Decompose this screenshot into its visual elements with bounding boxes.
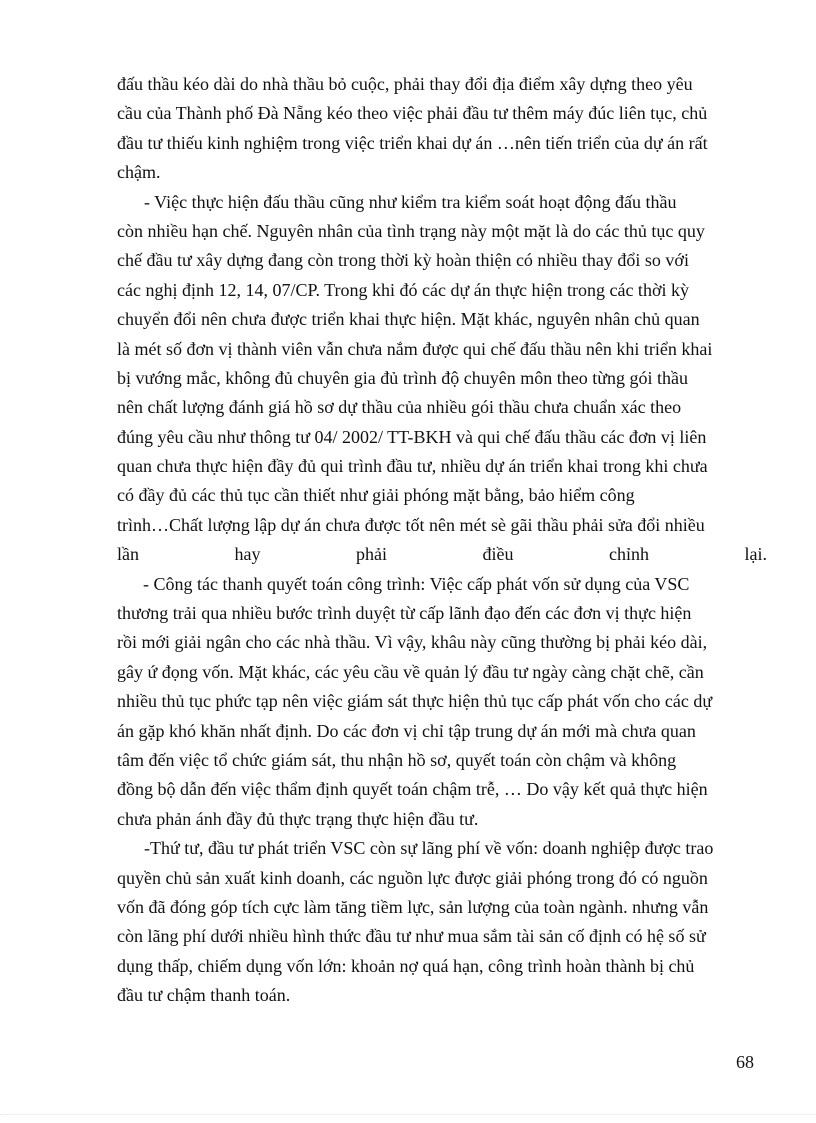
text-line: thương trải qua nhiều bước trình duyệt từ cấp lãnh đạo đến các đơn vị thực hiện xyxy=(117,603,692,624)
body-text xyxy=(117,70,767,1011)
text-line: rồi mới giải ngân cho các nhà thầu. Vì vậy, khâu này cũng thường bị phải kéo dài, xyxy=(117,632,708,653)
text-line: có đầy đủ các thủ tục cần thiết như giải phóng mặt bằng, bảo hiểm công xyxy=(117,485,635,506)
text-line: nhiều thủ tục phức tạp nên việc giám sát thực hiện thủ tục cấp phát vốn cho các dự xyxy=(117,691,713,712)
word: lại. xyxy=(744,544,767,565)
text-line: chưa phản ánh đầy đủ thực trạng thực hiện đầu tư. xyxy=(117,808,479,829)
word: chỉnh xyxy=(609,544,649,565)
text-line: còn nhiều hạn chế. Nguyên nhân của tình trạng này một mặt là do các thủ tục quy xyxy=(117,220,705,241)
page-bottom-rule xyxy=(0,1114,816,1115)
page-number: 68 xyxy=(736,1052,754,1072)
text-line: đầu tư chậm thanh toán. xyxy=(117,985,291,1006)
text-line: tâm đến việc tổ chức giám sát, thu nhận hồ sơ, quyết toán còn chậm và không xyxy=(117,749,677,770)
text-line: cầu của Thành phố Đà Nẵng kéo theo việc phải đầu tư thêm máy đúc liên tục, chủ xyxy=(117,103,708,124)
text-line: bị vướng mắc, không đủ chuyên gia đủ trình độ chuyên môn theo từng gói thầu xyxy=(117,367,688,388)
text-line: còn lãng phí dưới nhiều hình thức đầu tư như mua sắm tài sản cố định có hệ số sử xyxy=(117,926,706,947)
text-line: chế đầu tư xây dựng đang còn trong thời kỳ hoàn thiện có nhiều thay đổi so với xyxy=(117,250,689,271)
text-line: là mét số đơn vị thành viên vẫn chưa nắm được qui chế đấu thầu nên khi triển khai xyxy=(117,338,713,359)
text-line: chuyển đổi nên chưa được triển khai thực hiện. Mặt khác, nguyên nhân chủ quan xyxy=(117,309,700,330)
text-line: quan chưa thực hiện đầy đủ qui trình đầu tư, nhiều dự án triển khai trong khi chưa xyxy=(117,456,708,477)
text-line: -Thứ tư, đầu tư phát triển VSC còn sự lãng phí về vốn: doanh nghiệp được trao xyxy=(144,838,714,859)
word: phải xyxy=(356,544,387,565)
text-line: chậm. xyxy=(117,162,161,183)
text-line: đầu tư thiếu kinh nghiệm trong việc triển khai dự án …nên tiến triển của dự án rất xyxy=(117,132,708,153)
text-line: đấu thầu kéo dài do nhà thầu bỏ cuộc, phải thay đổi địa điểm xây dựng theo yêu xyxy=(117,74,693,94)
spread-text-line xyxy=(117,540,767,569)
text-line: các nghị định 12, 14, 07/CP. Trong khi đó các dự án thực hiện trong các thời kỳ xyxy=(117,279,689,300)
text-line: đúng yêu cầu như thông tư 04/ 2002/ TT-BKH và qui chế đấu thầu các đơn vị liên xyxy=(117,426,707,447)
word: lần xyxy=(117,544,139,565)
text-line: dụng thấp, chiếm dụng vốn lớn: khoản nợ quá hạn, công trình hoàn thành bị chủ xyxy=(117,955,695,976)
text-line: nên chất lượng đánh giá hồ sơ dự thầu của nhiều gói thầu chưa chuẩn xác theo xyxy=(117,397,682,418)
text-line: - Việc thực hiện đấu thầu cũng như kiểm tra kiểm soát hoạt động đấu thầu xyxy=(144,191,677,212)
text-line: - Công tác thanh quyết toán công trình: Việc cấp phát vốn sử dụng của VSC xyxy=(143,573,690,594)
text-line: án gặp khó khăn nhất định. Do các đơn vị chỉ tập trung dự án mới mà chưa quan xyxy=(117,720,696,741)
word: hay xyxy=(234,544,261,565)
text-line: trình…Chất lượng lập dự án chưa được tốt nên mét sè gãi thầu phải sửa đổi nhiều xyxy=(117,514,705,535)
text-line: gây ứ đọng vốn. Mặt khác, các yêu cầu về quản lý đầu tư ngày càng chặt chẽ, cần xyxy=(117,661,704,682)
word: điều xyxy=(482,544,514,565)
text-line: vốn đã đóng góp tích cực làm tăng tiềm lực, sản lượng của toàn ngành. nhưng vẫn xyxy=(117,896,709,917)
text-line: quyền chủ sản xuất kinh doanh, các nguồn lực được giải phóng trong đó có nguồn xyxy=(117,867,708,888)
text-line: đồng bộ dẫn đến việc thẩm định quyết toán chậm trễ, … Do vậy kết quả thực hiện xyxy=(117,779,708,800)
